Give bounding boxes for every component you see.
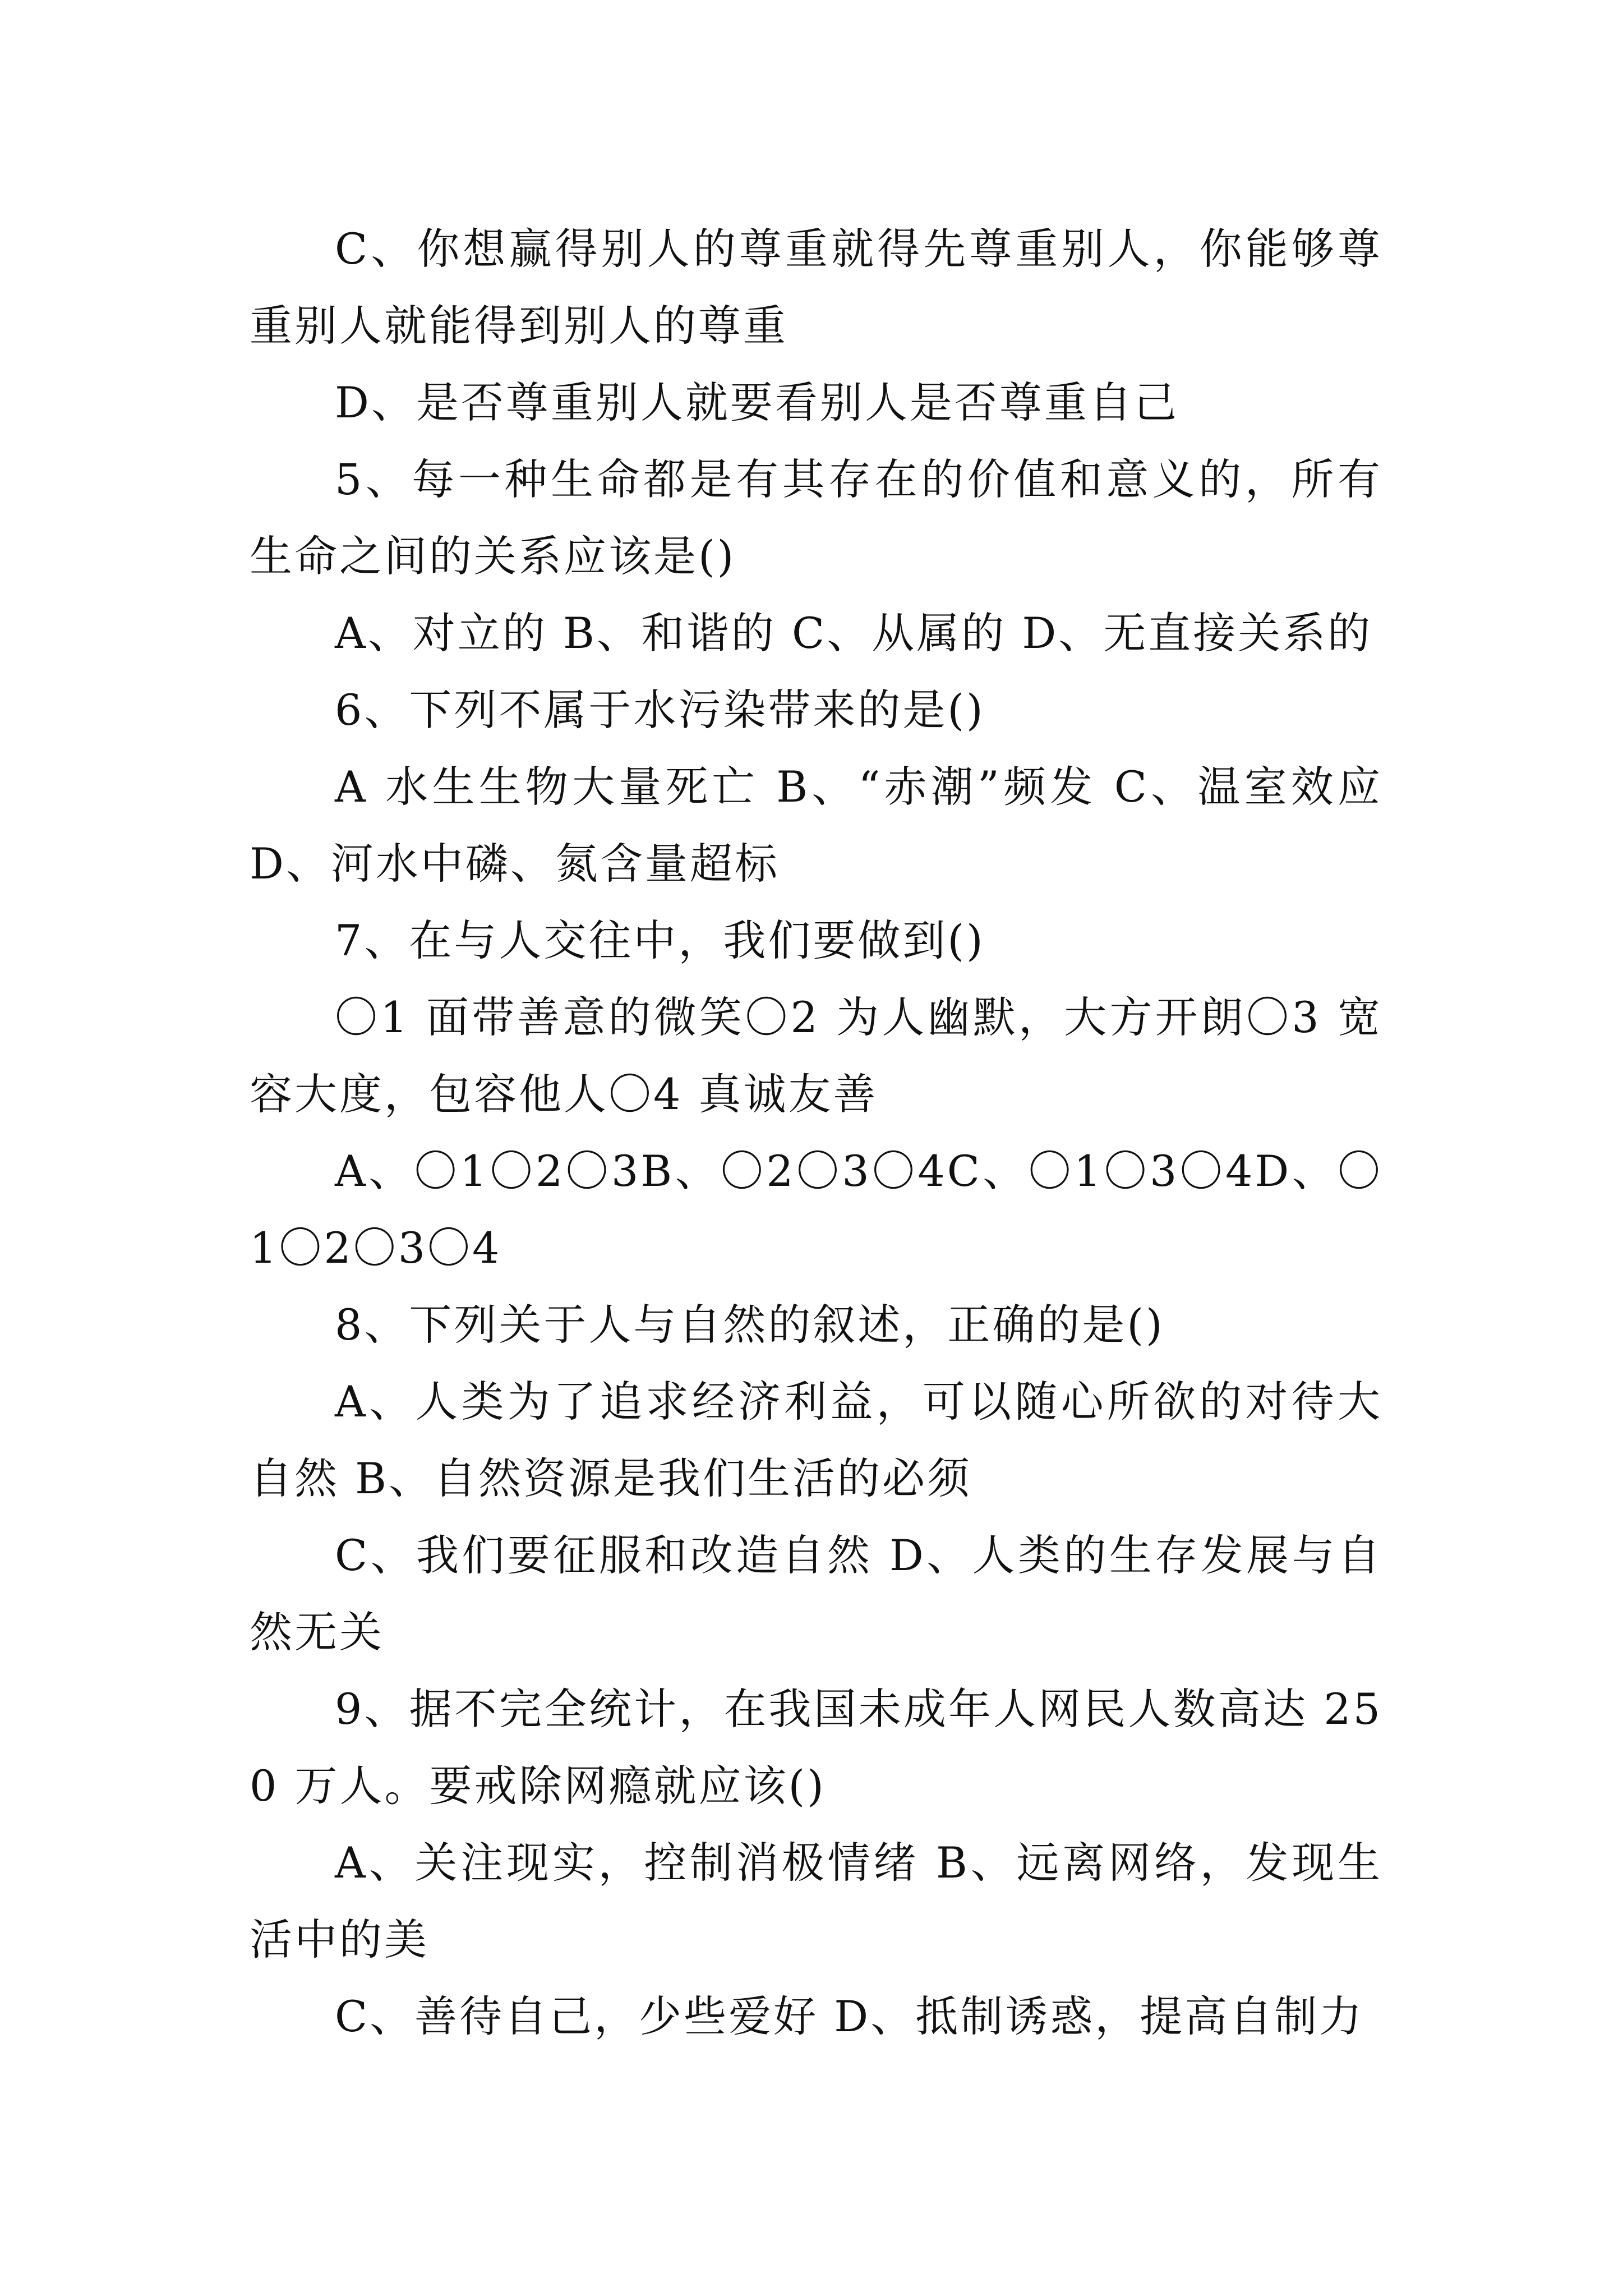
options-q5: A、对立的 B、和谐的 C、从属的 D、无直接关系的 — [335, 608, 1373, 658]
question-8: 8、下列关于人与自然的叙述，正确的是() — [335, 1300, 1165, 1350]
options-cd-q8: C、我们要征服和改造自然 D、人类的生存发展与自然无关 — [250, 1530, 1382, 1657]
options-q6: A 水生生物大量死亡 B、“赤潮”频发 C、温室效应 D、河水中磷、氮含量超标 — [250, 762, 1382, 889]
document-body — [250, 210, 1382, 2055]
question-9: 9、据不完全统计，在我国未成年人网民人数高达 250 万人。要戒除网瘾就应该() — [250, 1684, 1382, 1811]
question-7: 7、在与人交往中，我们要做到() — [335, 915, 985, 965]
options-cd-q9: C、善待自己，少些爱好 D、抵制诱惑，提高自制力 — [335, 1991, 1364, 2041]
statements-q7: 〇1 面带善意的微笑〇2 为人幽默，大方开朗〇3 宽容大度，包容他人〇4 真诚友善 — [250, 992, 1382, 1119]
question-5: 5、每一种生命都是有其存在的价值和意义的，所有生命之间的关系应该是() — [250, 454, 1382, 581]
options-ab-q9: A、关注现实，控制消极情绪 B、远离网络，发现生活中的美 — [250, 1838, 1382, 1964]
option-d-q4: D、是否尊重别人就要看别人是否尊重自己 — [335, 378, 1179, 427]
options-q7: A、〇1〇2〇3B、〇2〇3〇4C、〇1〇3〇4D、〇1〇2〇3〇4 — [250, 1146, 1382, 1273]
question-6: 6、下列不属于水污染带来的是() — [335, 685, 985, 735]
option-c-q4: C、你想赢得别人的尊重就得先尊重别人，你能够尊重别人就能得到别人的尊重 — [250, 224, 1382, 351]
options-ab-q8: A、人类为了追求经济利益，可以随心所欲的对待大自然 B、自然资源是我们生活的必须 — [250, 1377, 1382, 1503]
